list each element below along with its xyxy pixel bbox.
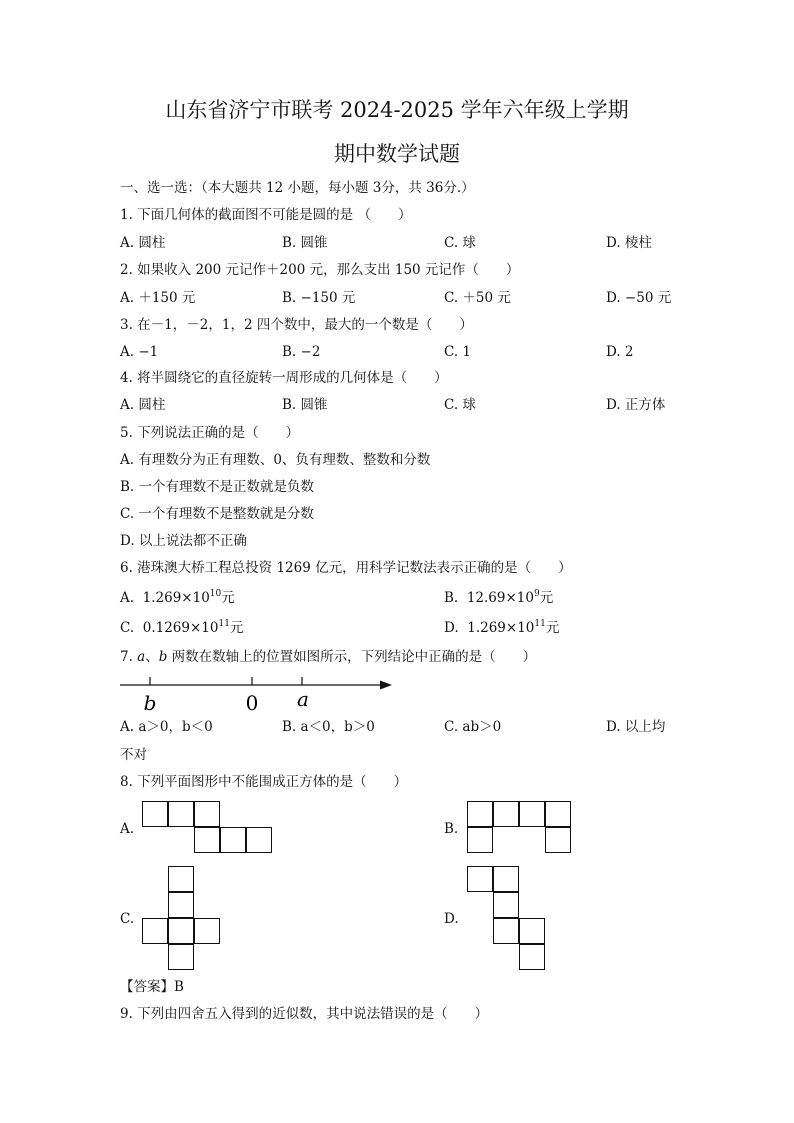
q1-option-d: D. 棱柱 xyxy=(606,235,652,251)
q7-option-c: C. ab＞0 xyxy=(444,719,502,735)
q5-option-a: A. 有理数分为正有理数、0、负有理数、整数和分数 xyxy=(120,452,431,468)
axis-label-0: 0 xyxy=(245,691,259,715)
q1-option-b: B. 圆锥 xyxy=(282,235,328,251)
q7-option-d: D. 以上均 xyxy=(606,719,666,735)
q6-option-c xyxy=(120,619,243,637)
q6-b-unit: 元 xyxy=(539,590,554,606)
net-c-square xyxy=(194,918,220,944)
q5-stem: 5. 下列说法正确的是（ ） xyxy=(120,425,300,441)
q5-option-b: B. 一个有理数不是正数就是负数 xyxy=(120,479,315,495)
q7-option-b: B. a＜0，b＞0 xyxy=(282,719,375,735)
q8-stem: 8. 下列平面图形中不能围成正方体的是（ ） xyxy=(120,774,408,790)
q6-a-label: A. xyxy=(120,590,135,606)
q6-option-b xyxy=(444,589,553,607)
q2-option-d: D. −50 元 xyxy=(606,290,672,306)
q4-option-a: A. 圆柱 xyxy=(120,397,166,413)
q7-stem xyxy=(120,648,536,666)
net-a-square xyxy=(194,827,220,853)
q4-option-c: C. 球 xyxy=(444,397,476,413)
q6-c-base: 0.1269×10 xyxy=(142,620,219,636)
net-b-square xyxy=(467,801,493,827)
net-b-square xyxy=(545,801,571,827)
q2-option-c: C. ＋50 元 xyxy=(444,290,511,306)
q3-option-b: B. −2 xyxy=(282,344,321,360)
net-c-square xyxy=(168,918,194,944)
net-c-square xyxy=(142,918,168,944)
q7-sep: 、 xyxy=(145,649,159,665)
q2-option-b: B. −150 元 xyxy=(282,290,356,306)
title-line-2: 期中数学试题 xyxy=(334,142,460,166)
q6-option-a xyxy=(120,589,235,607)
section-heading: 一、选一选：（本大题共 12 小题，每小题 3分，共 36分.） xyxy=(120,180,475,196)
net-a-square xyxy=(194,801,220,827)
q1-option-c: C. 球 xyxy=(444,235,476,251)
q8-option-b-label: B. xyxy=(444,821,459,837)
net-c-square xyxy=(168,866,194,892)
q6-c-unit: 元 xyxy=(229,620,244,636)
net-c-square xyxy=(168,944,194,970)
net-d-square xyxy=(493,918,519,944)
number-line-figure xyxy=(118,672,398,716)
net-c-square xyxy=(168,892,194,918)
q6-d-exp: 11 xyxy=(534,619,546,629)
net-d-square xyxy=(519,918,545,944)
q7-var-b: b xyxy=(158,649,168,665)
title-line-1: 山东省济宁市联考 2024-2025 学年六年级上学期 xyxy=(165,98,629,122)
q3-option-c: C. 1 xyxy=(444,344,472,360)
q6-d-base: 1.269×10 xyxy=(467,620,535,636)
q8-option-d-label: D. xyxy=(444,911,459,927)
q4-stem: 4. 将半圆绕它的直径旋转一周形成的几何体是（ ） xyxy=(120,370,448,386)
net-b-square xyxy=(493,801,519,827)
q1-stem: 1. 下面几何体的截面图不可能是圆的是 （ ） xyxy=(120,207,412,223)
q2-stem: 2. 如果收入 200 元记作＋200 元，那么支出 150 元记作（ ） xyxy=(120,262,520,278)
q4-option-b: B. 圆锥 xyxy=(282,397,328,413)
q5-option-d: D. 以上说法都不正确 xyxy=(120,533,247,549)
q6-a-exp: 10 xyxy=(209,589,222,599)
q6-option-d xyxy=(444,619,559,637)
net-a-square xyxy=(220,827,246,853)
q6-b-base: 12.69×10 xyxy=(466,590,534,606)
net-b-square xyxy=(519,801,545,827)
axis-label-a: a xyxy=(297,687,309,711)
q9-stem: 9. 下列由四舍五入得到的近似数，其中说法错误的是（ ） xyxy=(120,1006,489,1022)
net-d-square xyxy=(467,866,493,892)
q4-option-d: D. 正方体 xyxy=(606,397,666,413)
q2-option-a: A. ＋150 元 xyxy=(120,290,196,306)
q6-c-label: C. xyxy=(120,620,135,636)
net-d-square xyxy=(519,944,545,970)
q6-b-label: B. xyxy=(444,590,459,606)
q6-a-unit: 元 xyxy=(221,590,235,606)
answer-line: 【答案】B xyxy=(120,979,184,995)
q3-stem: 3. 在－1，－2，1，2 四个数中，最大的一个数是（ ） xyxy=(120,317,473,333)
q6-d-label: D. xyxy=(444,620,459,636)
q7-option-a: A. a＞0，b＜0 xyxy=(120,719,213,735)
net-a-square xyxy=(246,827,272,853)
q6-d-unit: 元 xyxy=(545,620,560,636)
net-b-square xyxy=(467,827,493,853)
q6-c-exp: 11 xyxy=(218,619,230,629)
q7-number: 7. xyxy=(120,649,138,665)
axis-label-b: b xyxy=(143,691,157,715)
net-b-square xyxy=(545,827,571,853)
q7-option-d-continued: 不对 xyxy=(120,747,147,763)
net-a-square xyxy=(142,801,168,827)
q3-option-d: D. 2 xyxy=(606,344,634,360)
net-a-square xyxy=(168,801,194,827)
q3-option-a: A. −1 xyxy=(120,344,159,360)
q8-option-c-label: C. xyxy=(120,911,135,927)
net-d-square xyxy=(493,866,519,892)
q5-option-c: C. 一个有理数不是整数就是分数 xyxy=(120,506,314,522)
net-d-square xyxy=(493,892,519,918)
q6-b-exp: 9 xyxy=(533,589,540,599)
q8-option-a-label: A. xyxy=(120,821,135,837)
q6-a-base: 1.269×10 xyxy=(142,590,210,606)
q1-option-a: A. 圆柱 xyxy=(120,235,166,251)
q7-var-a: a xyxy=(137,649,146,665)
q7-stem-rest: 两数在数轴上的位置如图所示，下列结论中正确的是（ ） xyxy=(167,649,537,665)
number-line-arrow xyxy=(380,681,392,690)
q6-stem: 6. 港珠澳大桥工程总投资 1269 亿元，用科学记数法表示正确的是（ ） xyxy=(120,560,572,576)
